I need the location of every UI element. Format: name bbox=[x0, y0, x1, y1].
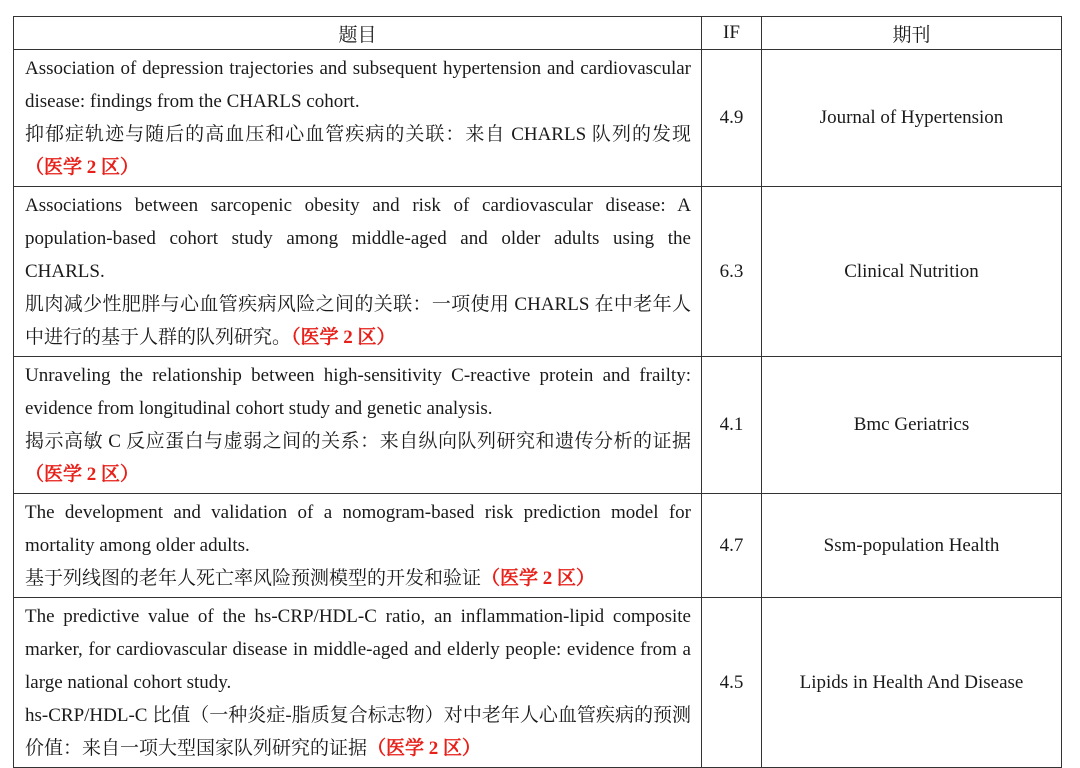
header-if: IF bbox=[702, 17, 762, 50]
header-row bbox=[14, 17, 1062, 50]
table-row bbox=[14, 357, 1062, 494]
english-title: The development and validation of a nomogram-based risk prediction model for mortality among older adults. bbox=[25, 502, 691, 556]
title-cell bbox=[14, 187, 702, 357]
title-cell bbox=[14, 598, 702, 768]
papers-table bbox=[13, 16, 1062, 768]
chinese-title-line bbox=[25, 425, 691, 491]
header-title: 题目 bbox=[14, 17, 702, 50]
english-title: Unraveling the relationship between high-sensitivity C-reactive protein and frailty: evidence from longitudinal cohort study and genetic analysis. bbox=[25, 365, 691, 419]
journal-name: Journal of Hypertension bbox=[762, 50, 1062, 187]
journal-name: Ssm-population Health bbox=[762, 494, 1062, 598]
zone-badge: （医学 2 区） bbox=[481, 568, 596, 589]
impact-factor: 4.1 bbox=[702, 357, 762, 494]
chinese-title: hs-CRP/HDL-C 比值（一种炎症-脂质复合标志物）对中老年人心血管疾病的预测价值：来自一项大型国家队列研究的证据 bbox=[25, 705, 691, 759]
chinese-title-line bbox=[25, 699, 691, 765]
journal-name: Bmc Geriatrics bbox=[762, 357, 1062, 494]
zone-badge: （医学 2 区） bbox=[25, 464, 140, 485]
impact-factor: 4.5 bbox=[702, 598, 762, 768]
chinese-title-line bbox=[25, 562, 691, 595]
chinese-title-line bbox=[25, 118, 691, 184]
zone-badge: （医学 2 区） bbox=[291, 327, 396, 348]
journal-name: Clinical Nutrition bbox=[762, 187, 1062, 357]
chinese-title: 揭示高敏 C 反应蛋白与虚弱之间的关系：来自纵向队列研究和遗传分析的证据 bbox=[25, 431, 691, 452]
title-cell bbox=[14, 50, 702, 187]
chinese-title: 基于列线图的老年人死亡率风险预测模型的开发和验证 bbox=[25, 568, 482, 589]
journal-name: Lipids in Health And Disease bbox=[762, 598, 1062, 768]
english-title: The predictive value of the hs-CRP/HDL-C ratio, an inflammation-lipid composite marker, for cardiovascular disease in middle-aged and elderly people: evidence from a large national cohort study. bbox=[25, 606, 691, 693]
impact-factor: 6.3 bbox=[702, 187, 762, 357]
english-title: Association of depression trajectories and subsequent hypertension and cardiovascular disease: findings from the CHARLS cohort. bbox=[25, 58, 691, 112]
title-cell bbox=[14, 494, 702, 598]
title-cell bbox=[14, 357, 702, 494]
impact-factor: 4.9 bbox=[702, 50, 762, 187]
header-journal: 期刊 bbox=[762, 17, 1062, 50]
table-row bbox=[14, 50, 1062, 187]
chinese-title: 抑郁症轨迹与随后的高血压和心血管疾病的关联：来自 CHARLS 队列的发现 bbox=[25, 124, 691, 145]
english-title: Associations between sarcopenic obesity and risk of cardiovascular disease: A population-based cohort study among middle-aged and older adults using the CHARLS. bbox=[25, 195, 691, 282]
chinese-title: 肌肉减少性肥胖与心血管疾病风险之间的关联：一项使用 CHARLS 在中老年人中进行的基于人群的队列研究。 bbox=[25, 294, 691, 348]
table-row bbox=[14, 187, 1062, 357]
zone-badge: （医学 2 区） bbox=[25, 157, 140, 178]
table-row bbox=[14, 598, 1062, 768]
zone-badge: （医学 2 区） bbox=[367, 738, 482, 759]
chinese-title-line bbox=[25, 288, 691, 354]
table-row bbox=[14, 494, 1062, 598]
impact-factor: 4.7 bbox=[702, 494, 762, 598]
